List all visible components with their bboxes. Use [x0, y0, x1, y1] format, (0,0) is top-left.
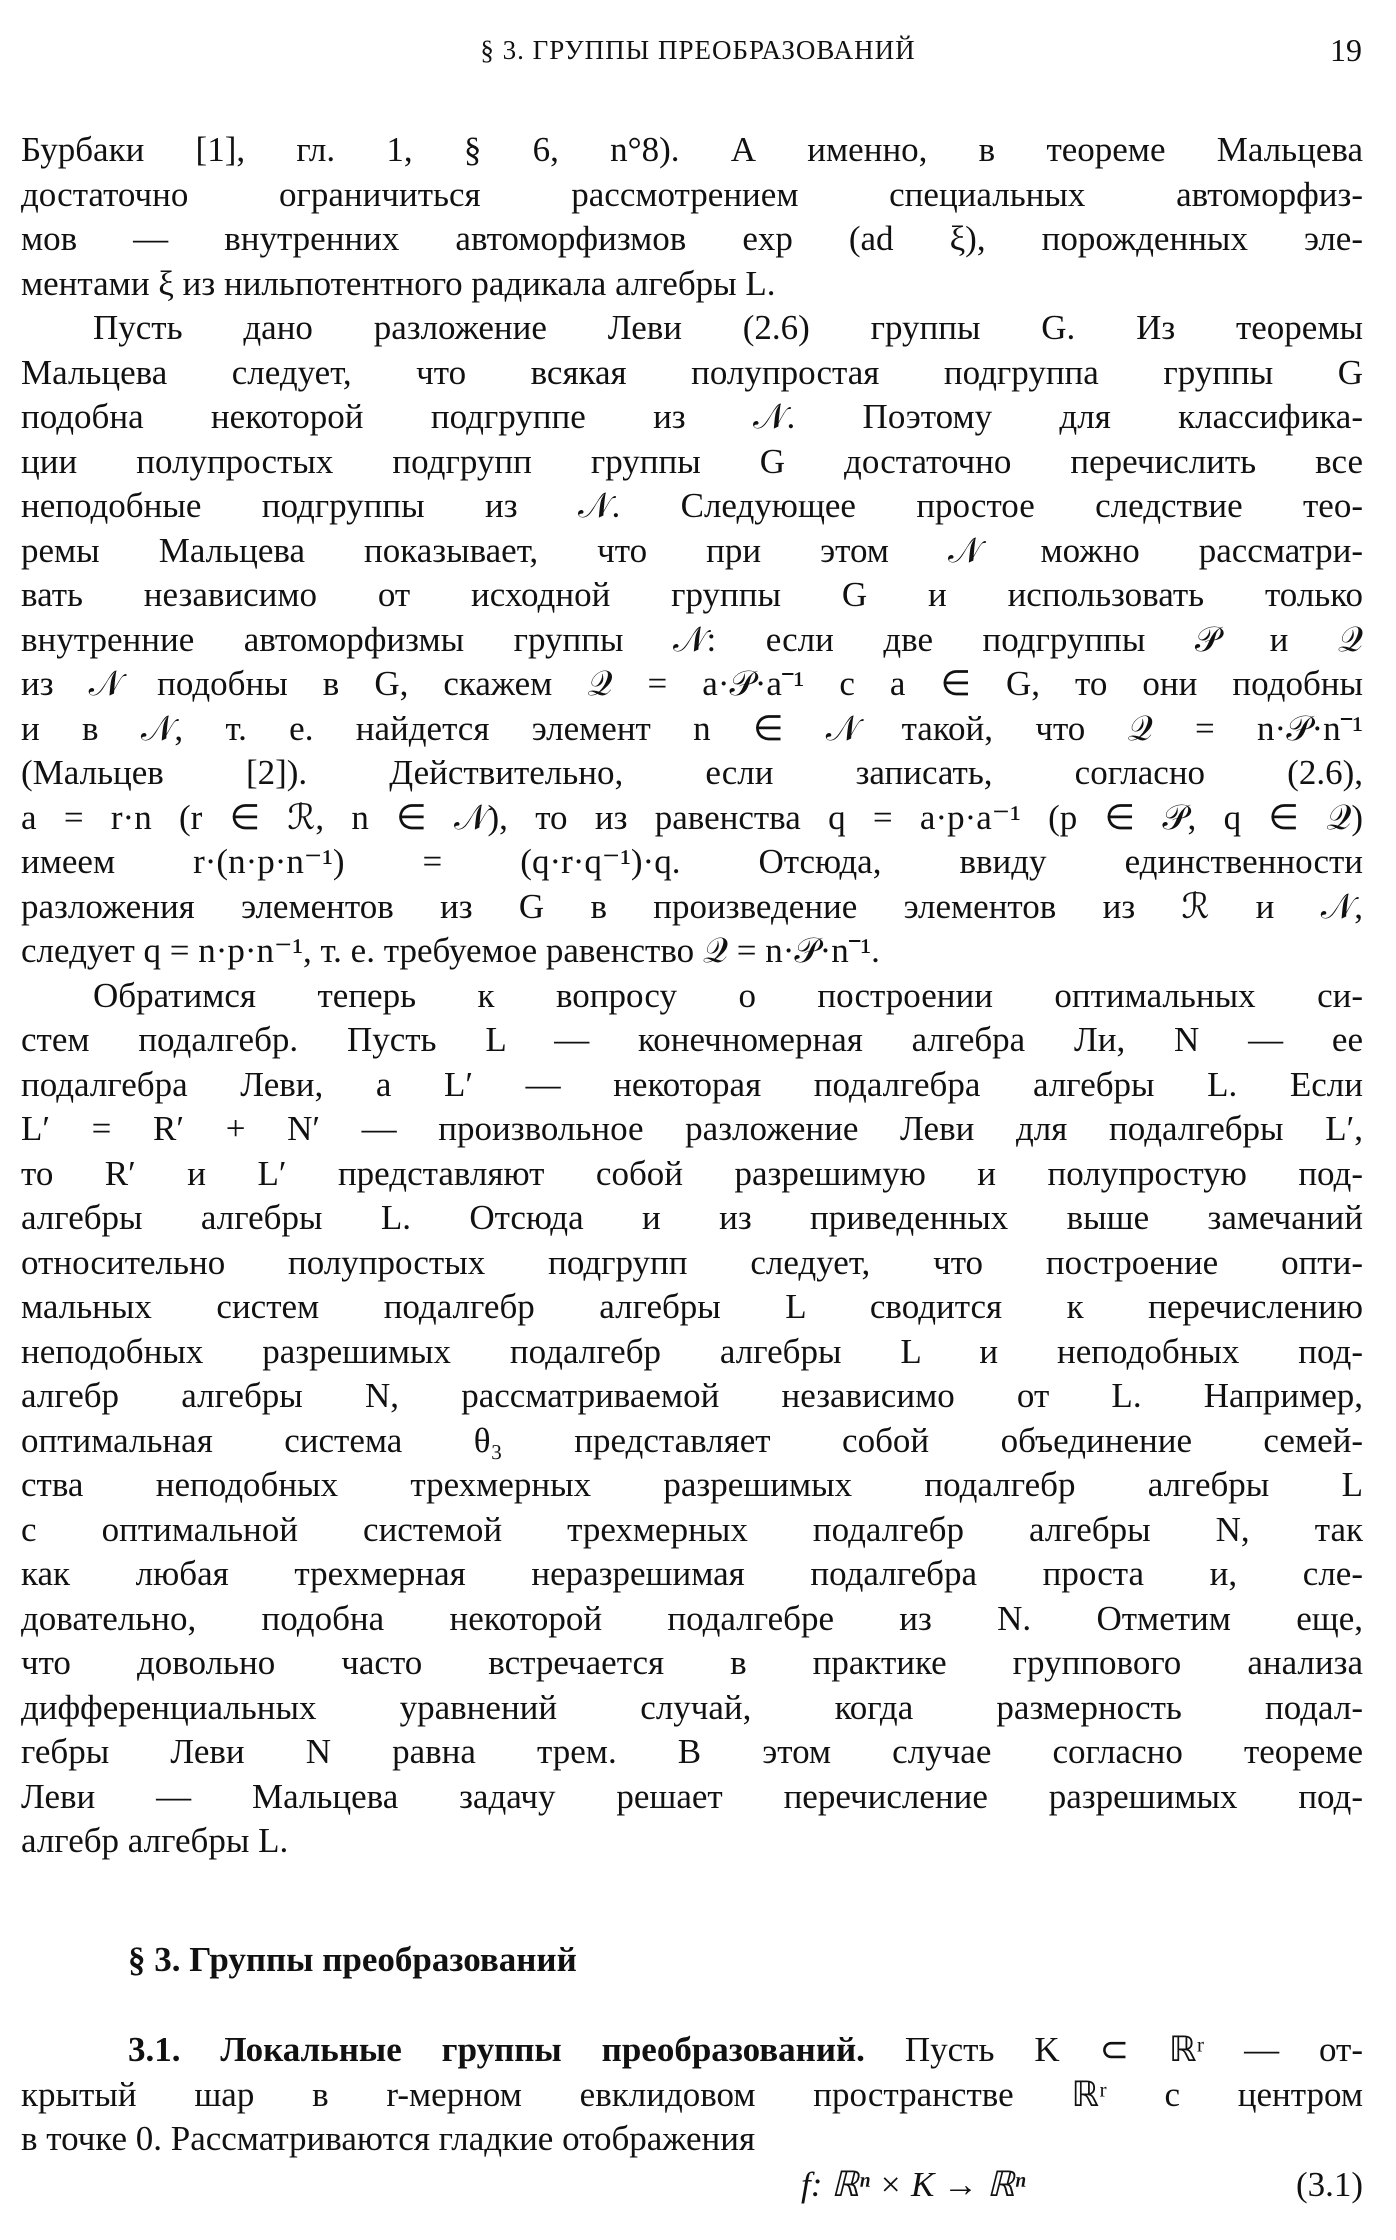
text-line: относительно полупростых подгрупп следует, что построение опти-	[21, 1242, 1363, 1282]
text-line: гебры Леви N равна трем. В этом случае согласно теореме	[21, 1732, 1363, 1771]
paragraph	[21, 128, 1363, 306]
text-line: как любая трехмерная неразрешимая подалгебра проста и, сле-	[21, 1554, 1363, 1593]
text-line: подалгебра Леви, а L′ — некоторая подалгебра алгебры L. Если	[21, 1064, 1363, 1104]
text-line: алгебр алгебры N, рассматриваемой независимо от L. Например,	[21, 1376, 1363, 1415]
text-line: крытый шар в r-мерном евклидовом пространстве ℝʳ с центром	[21, 2074, 1363, 2114]
text-line: разложения элементов из G в произведение элементов из ℛ и 𝒩,	[21, 886, 1363, 926]
text-line: с оптимальной системой трехмерных подалгебр алгебры N, так	[21, 1509, 1363, 1549]
display-equation	[21, 2163, 1363, 2208]
text-line: ства неподобных трехмерных разрешимых подалгебр алгебры L	[21, 1465, 1363, 1504]
subsection-first-line	[21, 2028, 1363, 2073]
text-line: Пусть дано разложение Леви (2.6) группы G. Из теоремы	[93, 308, 1363, 347]
text-line: неподобных разрешимых подалгебр алгебры L и неподобных под-	[21, 1331, 1363, 1371]
page-number: 19	[1330, 32, 1362, 68]
text-line: (Мальцев [2]). Действительно, если записать, согласно (2.6),	[21, 753, 1363, 792]
subsection-text: Пусть K ⊂ ℝʳ — от-	[904, 2030, 1363, 2069]
running-header	[0, 28, 1396, 72]
text-line: мов — внутренних автоморфизмов exp (ad ξ), порожденных эле-	[21, 219, 1363, 258]
paragraph	[21, 306, 1363, 974]
text-line: дифференциальных уравнений случай, когда размерность подал-	[21, 1687, 1363, 1727]
text-line: ментами ξ из нильпотентного радикала алгебры L.	[21, 263, 776, 303]
text-line: подобна некоторой подгруппе из 𝒩. Поэтому для классифика-	[21, 397, 1363, 436]
text-line: внутренние автоморфизмы группы 𝒩: если две подгруппы 𝒫 и 𝒬	[21, 619, 1363, 659]
equation-formula: f: ℝⁿ × K → ℝⁿ	[801, 2165, 1026, 2204]
text-line: ции полупростых подгрупп группы G достаточно перечислить все	[21, 441, 1363, 481]
text-line: то R′ и L′ представляют собой разрешимую и полупростую под-	[21, 1153, 1363, 1193]
text-line: оптимальная система θ₃ представляет собой объединение семей-	[21, 1420, 1363, 1460]
text-line: имеем r·(n·p·n⁻¹) = (q·r·q⁻¹)·q. Отсюда, ввиду единственности	[21, 842, 1363, 881]
text-line: ремы Мальцева показывает, что при этом 𝒩 можно рассматри-	[21, 530, 1363, 570]
text-line: что довольно часто встречается в практике группового анализа	[21, 1643, 1363, 1682]
running-header-title: § 3. ГРУППЫ ПРЕОБРАЗОВАНИЙ	[480, 35, 916, 65]
text-line: Обратимся теперь к вопросу о построении оптимальных си-	[93, 975, 1363, 1015]
text-line: алгебры алгебры L. Отсюда и из приведенных выше замечаний	[21, 1198, 1363, 1237]
text-line: Леви — Мальцева задачу решает перечисление разрешимых под-	[21, 1776, 1363, 1816]
text-line: достаточно ограничиться рассмотрением специальных автоморфиз-	[21, 174, 1363, 214]
text-line: стем подалгебр. Пусть L — конечномерная алгебра Ли, N — ее	[21, 1020, 1363, 1059]
text-line: алгебр алгебры L.	[21, 1821, 289, 1860]
text-line: a = r·n (r ∈ ℛ, n ∈ 𝒩), то из равенства q = a·p·a⁻¹ (p ∈ 𝒫, q ∈ 𝒬)	[21, 797, 1363, 837]
text-line: Мальцева следует, что всякая полупростая подгруппа группы G	[21, 352, 1363, 392]
paragraph	[21, 974, 1363, 1864]
text-line: следует q = n·p·n⁻¹, т. е. требуемое равенство 𝒬 = n·𝒫·n⁻¹.	[21, 931, 880, 970]
subsection-3-1	[21, 2028, 1363, 2162]
subsection-title: 3.1. Локальные группы преобразований.	[128, 2030, 865, 2069]
text-line: довательно, подобна некоторой подалгебре из N. Отметим еще,	[21, 1598, 1363, 1638]
section-heading: § 3. Группы преобразований	[128, 1940, 577, 1979]
text-line: в точке 0. Рассматриваются гладкие отображения	[21, 2119, 756, 2158]
text-line: вать независимо от исходной группы G и использовать только	[21, 575, 1363, 614]
text-line: и в 𝒩, т. е. найдется элемент n ∈ 𝒩 такой, что 𝒬 = n·𝒫·n⁻¹	[21, 708, 1363, 748]
text-line: из 𝒩 подобны в G, скажем 𝒬 = a·𝒫·a⁻¹ с a ∈ G, то они подобны	[21, 664, 1363, 703]
text-line: Бурбаки [1], гл. 1, § 6, n°8). А именно, в теореме Мальцева	[21, 130, 1363, 169]
text-line: неподобные подгруппы из 𝒩. Следующее простое следствие тео-	[21, 486, 1363, 525]
text-line: L′ = R′ + N′ — произвольное разложение Леви для подалгебры L′,	[21, 1109, 1363, 1148]
body-text	[21, 128, 1363, 1864]
equation-number: (3.1)	[1295, 2165, 1363, 2204]
text-line: мальных систем подалгебр алгебры L сводится к перечислению	[21, 1287, 1363, 1326]
